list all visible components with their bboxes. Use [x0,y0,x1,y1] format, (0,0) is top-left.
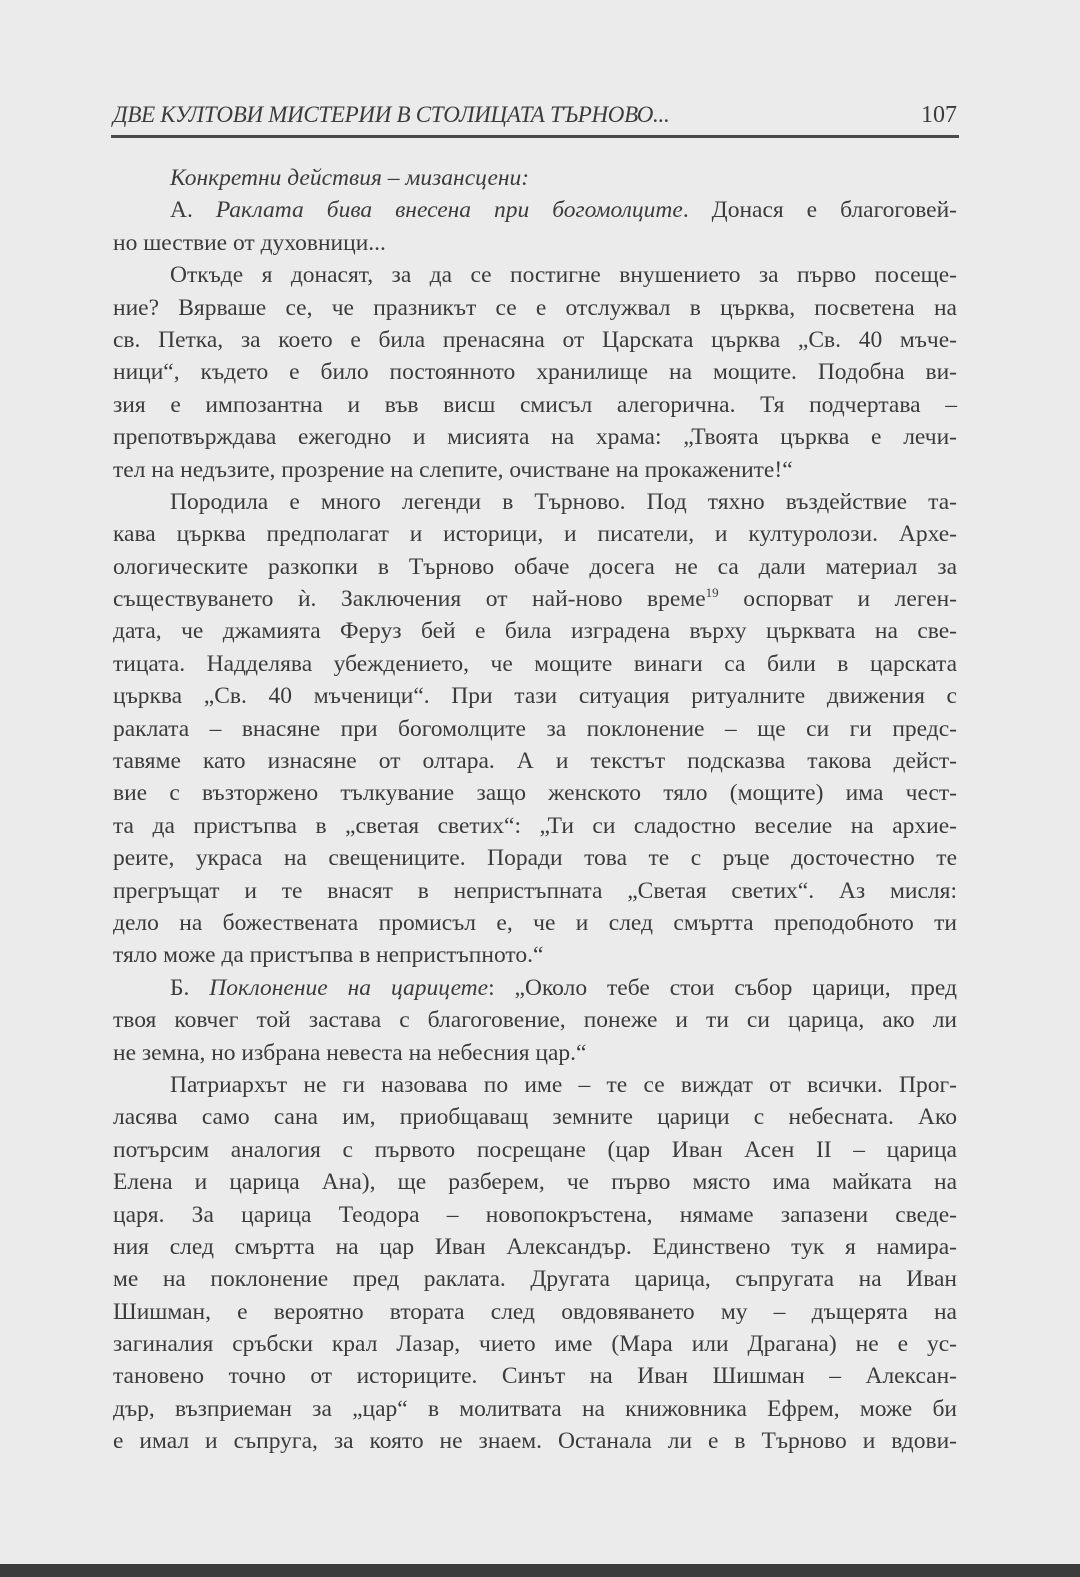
text-segment: Откъде я донасят, за да се постигне внушението за първо посеще- [170,262,957,289]
text-line [113,259,957,291]
text-segment: . Донася е благоговей- [682,197,957,224]
text-segment: загиналия сръбски крал Лазар, чието име (Мара или Драгана) не е ус- [113,1331,957,1358]
footnote-ref: 19 [705,585,719,601]
text-line [113,324,957,356]
text-line [113,1360,957,1392]
text-segment: ологическите разкопки в Търново обаче досега не са дали материал за [113,553,957,580]
text-line [113,227,957,259]
text-segment: препотвърждава ежегодно и мисията на храма: „Твоята църква е лечи- [113,424,957,451]
text-line [113,842,957,874]
text-segment: реите, украса на свещениците. Поради това те с ръце досточестно те [113,845,957,872]
text-segment: тицата. Надделява убеждението, че мощите винаги са били в царската [113,650,957,677]
text-line [113,680,957,712]
text-segment: съществуването ѝ. Заключения от най-ново време [113,586,706,613]
text-segment: но шествие от духовници... [113,229,386,256]
text-segment: оспорват и леген- [718,586,957,613]
text-segment: тяло може да пристъпва в непристъпното.“ [113,942,544,969]
text-line [113,194,957,226]
text-line [113,972,957,1004]
header-rule [111,135,959,138]
text-line [113,162,957,194]
text-line [113,1004,957,1036]
text-segment: дело на божествената промисъл е, че и след смъртта преподобното ти [113,909,957,936]
text-segment: тел на недъзите, прозрение на слепите, очистване на прокажените!“ [113,456,793,483]
text-line [113,1263,957,1295]
text-segment: ние? Вярваше се, че празникът се е отслужвал в църква, посветена на [113,294,957,321]
text-line [113,1101,957,1133]
italic-text: Раклата бива внесена при богомолците [215,197,683,224]
text-line [113,1199,957,1231]
text-segment: Породила е много легенди в Търново. Под тяхно въздействие та- [170,488,957,515]
italic-text: Поклонение на царицете [209,974,489,1001]
text-line [113,1166,957,1198]
running-header [113,100,957,130]
text-segment: твоя ковчег той застава с благоговение, понеже и ти си царица, ако ли [113,1007,957,1034]
text-line [113,356,957,388]
text-line [113,777,957,809]
text-segment: Патриархът не ги назовава по име – те се виждат от всички. Прог- [170,1071,957,1098]
text-segment: тавяме като изнасяне от олтара. А и текстът подсказва такова дейст- [113,748,957,775]
text-line [113,939,957,971]
text-line [113,1037,957,1069]
text-segment: раклата – внасяне при богомолците за поклонение – ще си ги предс- [113,715,957,742]
text-line [113,454,957,486]
text-segment: св. Петка, за което е била пренасяна от Царската църква „Св. 40 мъче- [113,326,957,353]
text-segment: ласява само сана им, приобщаващ земните царици с небесната. Ако [113,1104,957,1131]
text-line [113,810,957,842]
text-line [113,745,957,777]
text-segment: вие с възторжено тълкувание защо женското тяло (мощите) има чест- [113,780,957,807]
text-line [113,713,957,745]
text-segment: прегръщат и те внасят в непристъпната „Светая светих“. Аз мисля: [113,877,957,904]
text-line [113,551,957,583]
text-line [113,1069,957,1101]
text-line [113,1328,957,1360]
text-line [113,1231,957,1263]
text-segment: Шишман, е вероятно втората след овдовяването му – дъщерята на [113,1298,957,1325]
italic-text: Конкретни действия – мизансцени: [170,165,530,191]
text-segment: А. [170,197,216,224]
text-segment: ния след смъртта на цар Иван Александър. Единствено тук я намира- [113,1233,957,1260]
text-line [113,907,957,939]
text-segment: потърсим аналогия с първото посрещане (цар Иван Асен II – царица [113,1136,957,1163]
text-line [113,875,957,907]
text-segment: : „Около тебе стои събор царици, пред [488,974,957,1001]
text-segment: църква „Св. 40 мъченици“. При тази ситуация ритуалните движения с [113,683,957,710]
text-line [113,421,957,453]
text-segment: та да пристъпва в „светая светих“: „Ти си сладостно веселие на архие- [113,812,957,839]
text-segment: ници“, където е било постоянното хранилище на мощите. Подобна ви- [113,359,957,386]
scan-edge [0,1564,1080,1577]
text-segment: е имал и съпруга, за която не знаем. Останала ли е в Търново и вдови- [113,1428,957,1455]
text-segment: не земна, но избрана невеста на небесния цар.“ [113,1039,587,1066]
text-line [113,389,957,421]
text-line [113,1134,957,1166]
text-segment: дата, че джамията Феруз бей е била изградена върху църквата на све- [113,618,957,645]
running-title: ДВЕ КУЛТОВИ МИСТЕРИИ В СТОЛИЦАТА ТЪРНОВО... [113,102,670,127]
text-segment: Б. [170,974,210,1001]
text-line [113,1425,957,1457]
text-segment: дър, възприеман за „цар“ в молитвата на книжовника Ефрем, може би [113,1395,957,1422]
text-line [113,1296,957,1328]
text-line [113,648,957,680]
page-number: 107 [921,102,957,128]
text-segment: тановено точно от историците. Синът на Иван Шишман – Алексан- [113,1363,957,1390]
text-segment: зия е импозантна и във висш смисъл алегорична. Тя подчертава – [113,391,957,418]
text-line [113,518,957,550]
text-line [113,615,957,647]
text-segment: царя. За царица Теодора – новопокръстена, нямаме запазени сведе- [113,1201,957,1228]
text-segment: ме на поклонение пред раклата. Другата царица, съпругата на Иван [113,1266,957,1293]
body-text [113,162,957,1458]
text-line [113,292,957,324]
text-line [113,583,957,615]
text-segment: кава църква предполагат и историци, и писатели, и културолози. Архе- [113,521,957,548]
text-line [113,486,957,518]
text-line [113,1393,957,1425]
text-segment: Елена и царица Ана), ще разберем, че първо място има майката на [113,1169,957,1196]
